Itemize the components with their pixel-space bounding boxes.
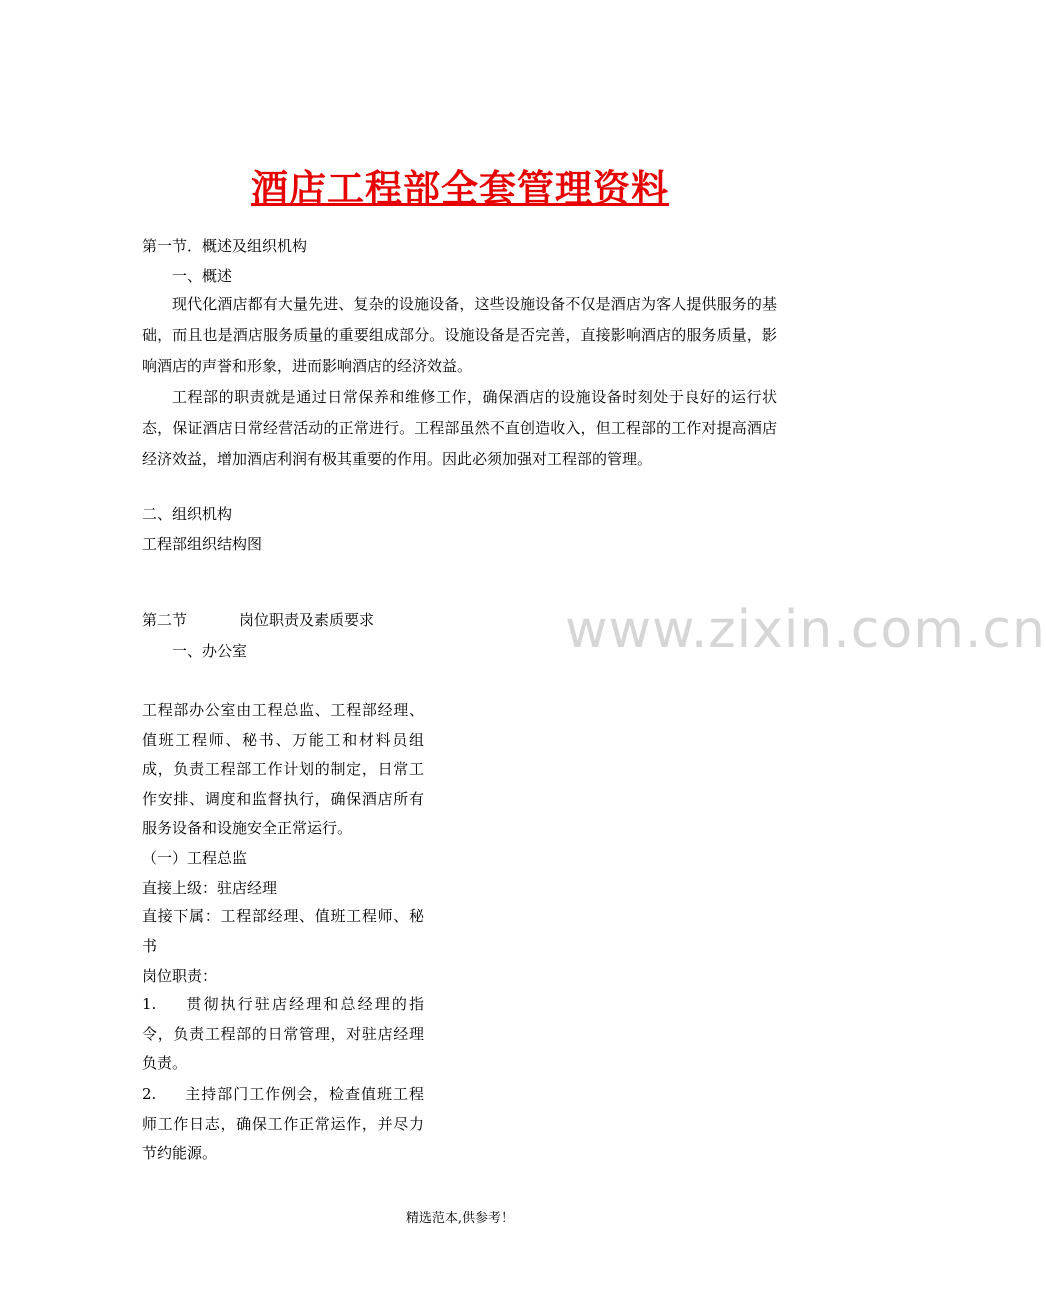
duty-item-1-number: 1. bbox=[142, 995, 157, 1013]
duty-item-2-number: 2. bbox=[142, 1085, 157, 1103]
duty-item-2 bbox=[142, 1080, 424, 1169]
page-footer: 精选范本,供参考！ bbox=[405, 1211, 515, 1226]
direct-superior: 直接上级：驻店经理 bbox=[142, 879, 278, 897]
overview-paragraph-2: 工程部的职责就是通过日常保养和维修工作，确保酒店的设施设备时刻处于良好的运行状态，保证酒店日常经营活动的正常进行。工程部虽然不直创造收入，但工程部的工作对提高酒店经济效益，增加酒店利润有极其重要的作用。因此必须加强对工程部的管理。 bbox=[142, 388, 777, 468]
watermark: www.zixin.com.cn bbox=[565, 600, 1046, 660]
role-title: （一）工程总监 bbox=[142, 849, 248, 867]
duty-item-1-text: 贯彻执行驻店经理和总经理的指令，负责工程部的日常管理，对驻店经理负责。 bbox=[142, 995, 424, 1072]
overview-paragraph-1: 现代化酒店都有大量先进、复杂的设施设备，这些设施设备不仅是酒店为客人提供服务的基础，而且也是酒店服务质量的重要组成部分。设施设备是否完善，直接影响酒店的服务质量，影响酒店的声誉和形象，进而影响酒店的经济效益。 bbox=[142, 295, 777, 375]
section2-heading-number: 第二节 bbox=[142, 611, 188, 629]
section1-sub2: 二、组织机构 bbox=[142, 505, 233, 523]
org-chart-caption: 工程部组织结构图 bbox=[142, 535, 263, 553]
section2-heading bbox=[142, 611, 374, 629]
section2-sub1: 一、办公室 bbox=[172, 642, 248, 660]
duties-label: 岗位职责： bbox=[142, 967, 218, 985]
duty-item-1 bbox=[142, 990, 424, 1079]
section1-heading: 第一节．概述及组织机构 bbox=[142, 237, 308, 255]
document-title: 酒店工程部全套管理资料 bbox=[251, 166, 669, 210]
office-paragraph: 工程部办公室由工程总监、工程部经理、值班工程师、秘书、万能工和材料员组成，负责工程部工作计划的制定，日常工作安排、调度和监督执行，确保酒店所有服务设备和设施安全正常运行。 bbox=[142, 701, 424, 837]
section1-sub1: 一、概述 bbox=[172, 267, 233, 285]
section2-heading-text: 岗位职责及素质要求 bbox=[239, 611, 375, 629]
duty-item-2-text: 主持部门工作例会，检查值班工程师工作日志，确保工作正常运作，并尽力节约能源。 bbox=[142, 1085, 424, 1162]
direct-subordinates: 直接下属：工程部经理、值班工程师、秘书 bbox=[142, 907, 424, 955]
